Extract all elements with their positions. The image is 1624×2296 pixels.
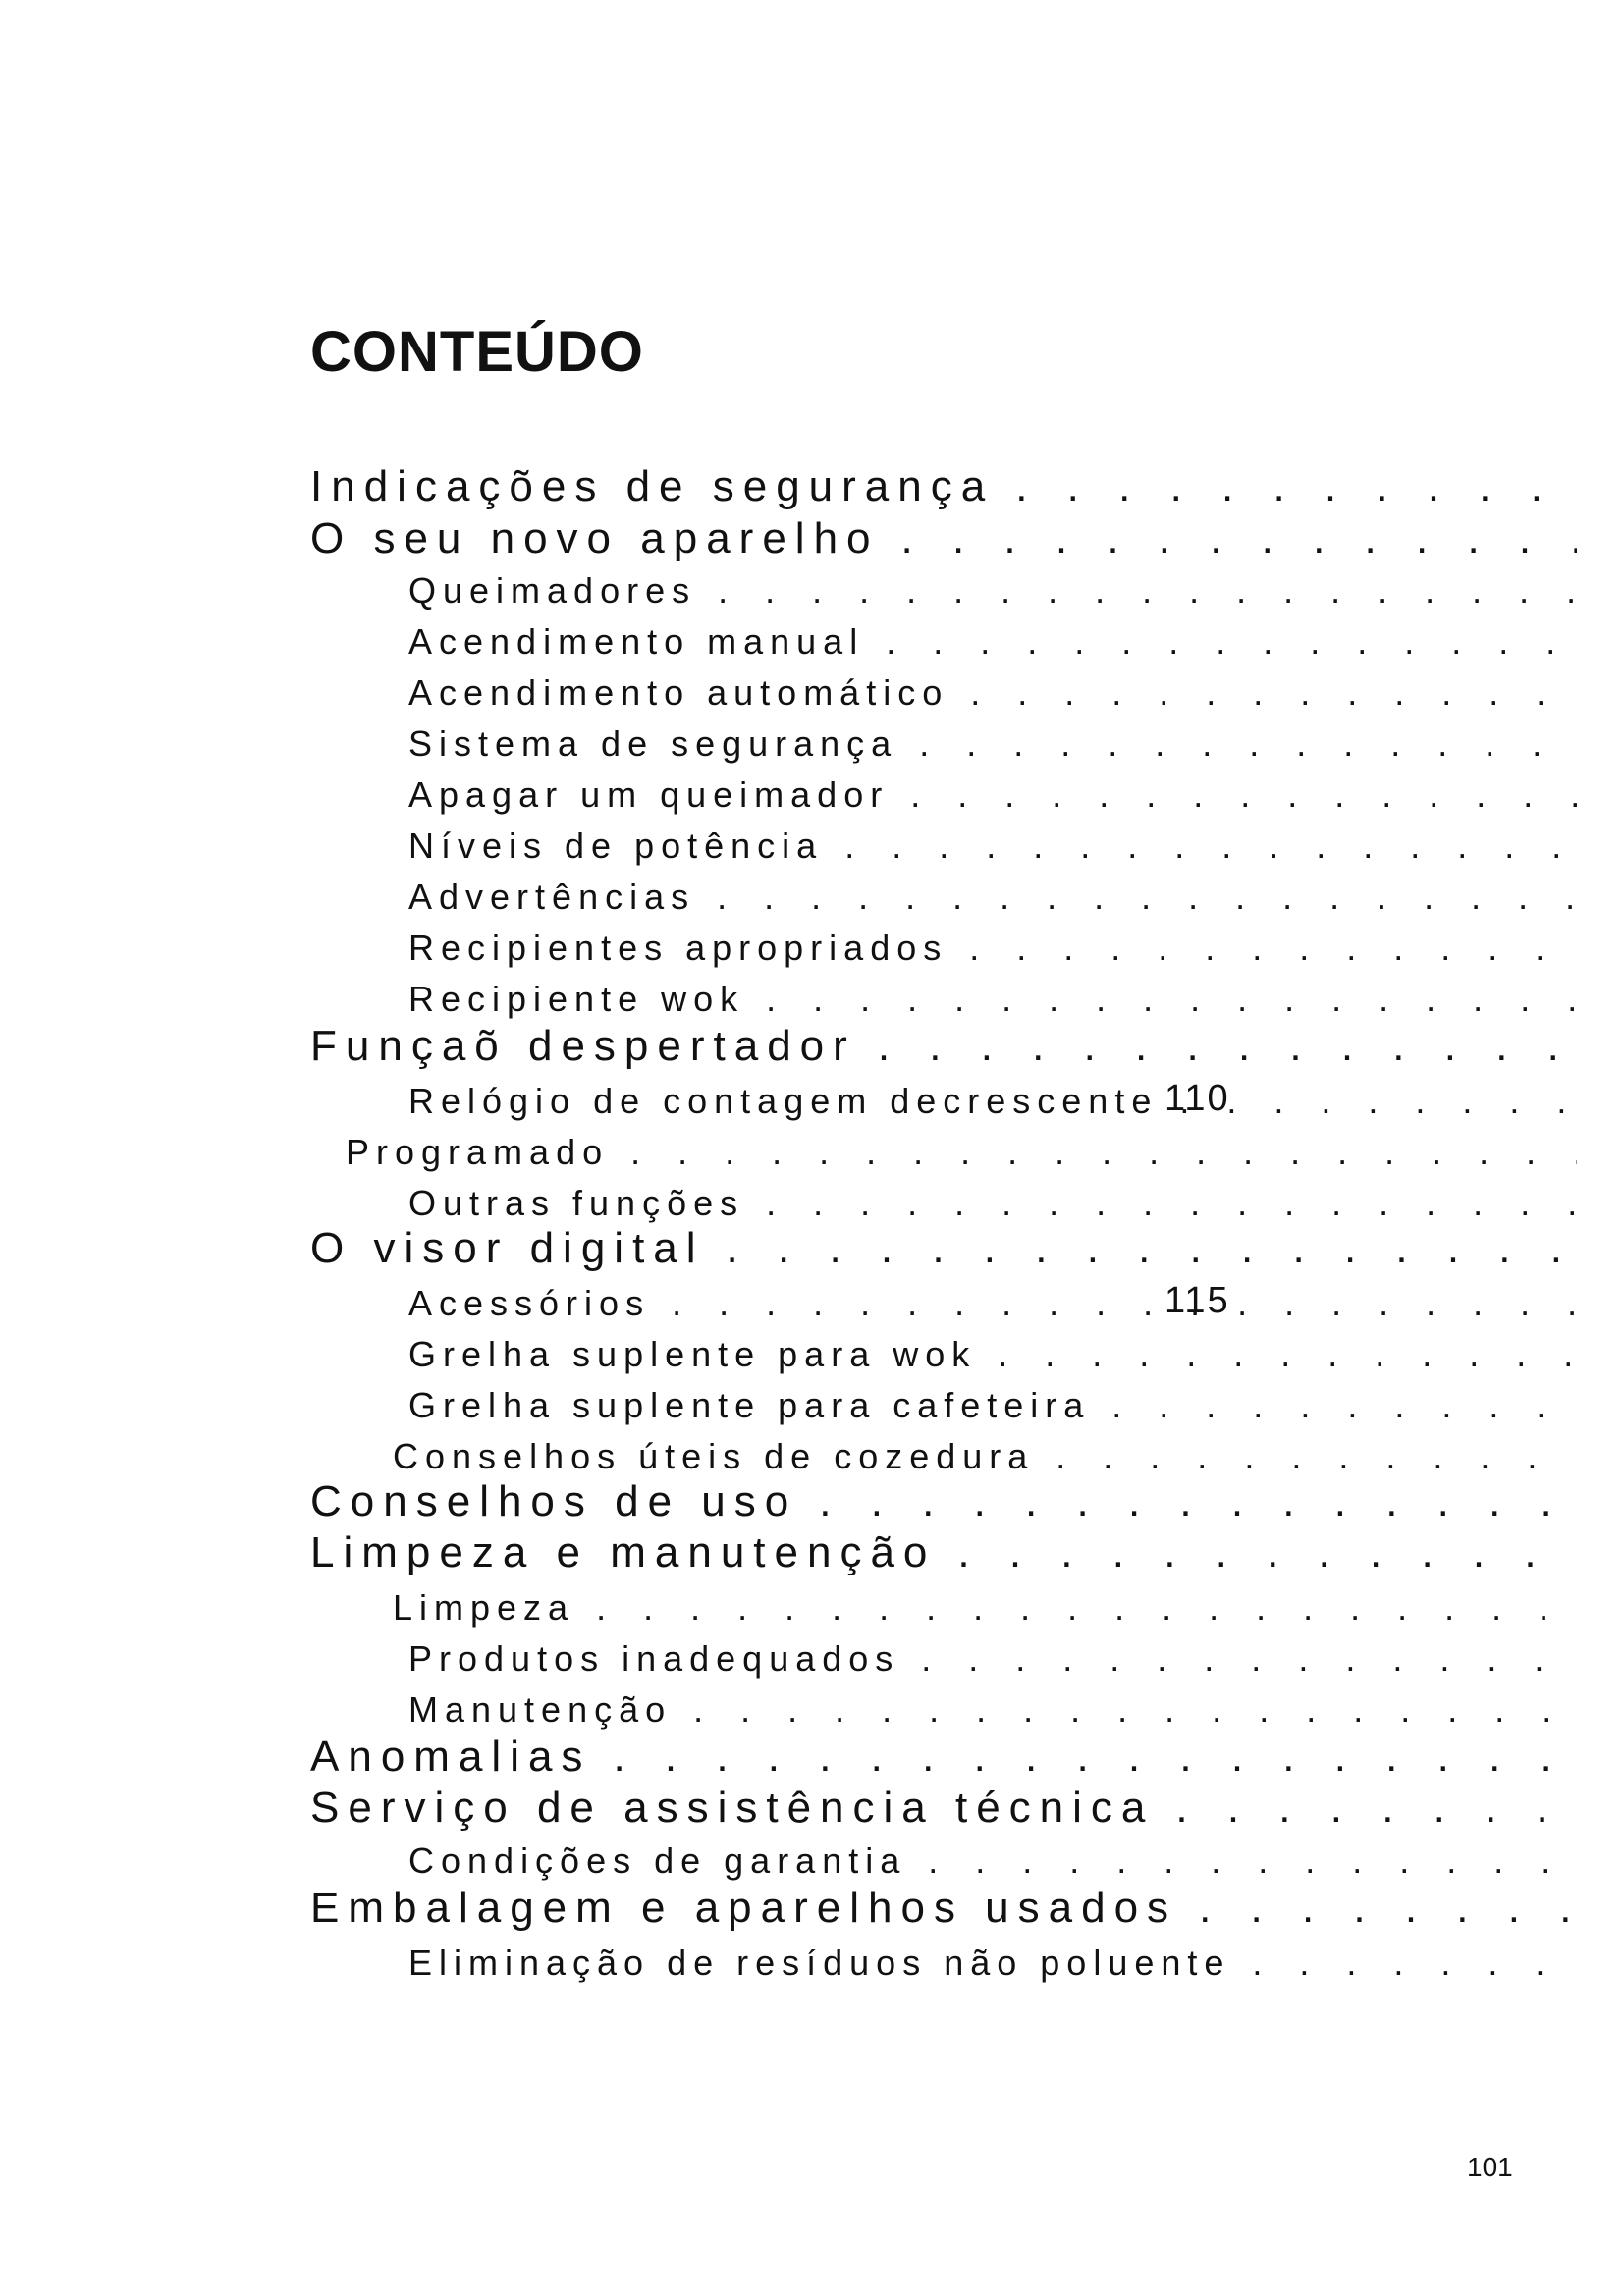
toc-entry-label: Indicações de segurança xyxy=(310,462,995,510)
toc-dot-leader xyxy=(969,927,1577,970)
toc-entry[interactable] xyxy=(408,569,1577,613)
toc-entry-label: Eliminação de resíduos não poluente xyxy=(408,1943,1231,1983)
toc-dot-leader xyxy=(718,569,1577,613)
toc-dot-leader xyxy=(596,1586,1577,1629)
toc-entry[interactable] xyxy=(310,1021,1577,1072)
toc-entry[interactable] xyxy=(408,620,1577,664)
toc-entry[interactable] xyxy=(408,774,1577,817)
toc-entry[interactable] xyxy=(408,1384,1577,1427)
toc-dot-leader xyxy=(970,671,1577,715)
toc-entry-label: Conselhos de uso xyxy=(310,1477,798,1525)
toc-entry-label: Conselhos úteis de cozedura xyxy=(393,1436,1035,1476)
page-number: 101 xyxy=(1467,2152,1513,2182)
toc-entry-label: Sistema de segurança xyxy=(408,723,898,764)
toc-dot-leader xyxy=(766,978,1577,1021)
toc-entry-label: Grelha suplente para cafeteira xyxy=(408,1385,1091,1425)
toc-entry-label: Serviço de assistência técnica xyxy=(310,1784,1155,1832)
toc-entry-label: Acendimento automático xyxy=(408,672,949,713)
toc-entry[interactable] xyxy=(310,1527,1577,1578)
toc-entry[interactable] xyxy=(408,1942,1577,1985)
toc-entry-label: Recipiente wok xyxy=(408,979,745,1019)
toc-dot-leader xyxy=(886,620,1577,664)
toc-entry-label: Grelha suplente para wok xyxy=(408,1334,977,1374)
toc-entry-label: Outras funções xyxy=(408,1183,745,1223)
toc-entry[interactable] xyxy=(310,1883,1577,1934)
toc-entry-label: Funçaõ despertador xyxy=(310,1022,856,1070)
toc-entry-label: Limpeza e manutenção xyxy=(310,1528,937,1576)
toc-dot-leader xyxy=(919,722,1577,766)
toc-entry[interactable] xyxy=(393,1435,1577,1478)
toc-entry[interactable] xyxy=(408,1282,1577,1325)
toc-entry[interactable] xyxy=(408,927,1577,970)
toc-entry-label: O seu novo aparelho xyxy=(310,514,880,562)
toc-entry-label: Limpeza xyxy=(393,1587,575,1628)
toc-dot-leader xyxy=(819,1476,1577,1527)
toc-dot-leader xyxy=(717,876,1577,919)
toc-dot-leader xyxy=(1175,1783,1577,1834)
toc-entry-label: Acendimento manual xyxy=(408,621,865,662)
toc-entry-label: Embalagem e aparelhos usados xyxy=(310,1884,1178,1932)
toc-dot-leader xyxy=(901,513,1577,564)
toc-entry-label: Recipientes apropriados xyxy=(408,928,948,968)
toc-entry-label: Relógio de contagem decrescente xyxy=(408,1081,1159,1121)
toc-dot-leader xyxy=(1015,461,1577,512)
toc-entry-label: Produtos inadequados xyxy=(408,1638,900,1679)
toc-entry[interactable] xyxy=(346,1131,1577,1174)
toc-dot-leader xyxy=(928,1840,1577,1883)
toc-entry[interactable] xyxy=(310,1732,1577,1783)
toc-page-number: 115 xyxy=(1164,1280,1230,1321)
toc-entry[interactable] xyxy=(408,1182,1577,1225)
toc-dot-leader xyxy=(1179,1080,1577,1123)
toc-entry[interactable] xyxy=(310,1783,1577,1834)
toc-entry-label: Apagar um queimador xyxy=(408,774,890,815)
toc-entry[interactable] xyxy=(408,825,1577,868)
toc-dot-leader xyxy=(1199,1883,1577,1934)
toc-dot-leader xyxy=(921,1637,1577,1681)
toc-dot-leader xyxy=(613,1732,1577,1783)
toc-entry-label: Queimadores xyxy=(408,570,697,611)
toc-entry[interactable] xyxy=(408,978,1577,1021)
toc-dot-leader xyxy=(766,1182,1577,1225)
toc-dot-leader xyxy=(998,1333,1577,1376)
toc-entry[interactable] xyxy=(408,722,1577,766)
toc-entry[interactable] xyxy=(310,513,1577,564)
toc-dot-leader xyxy=(727,1223,1577,1274)
toc-entry[interactable] xyxy=(408,876,1577,919)
toc-entry-label: Anomalias xyxy=(310,1733,592,1781)
toc-dot-leader xyxy=(630,1131,1577,1174)
toc-dot-leader xyxy=(693,1688,1577,1732)
toc-entry[interactable] xyxy=(408,1637,1577,1681)
page-title: CONTEÚDO xyxy=(310,320,644,384)
toc-entry[interactable] xyxy=(408,1840,1577,1883)
toc-dot-leader xyxy=(878,1021,1577,1072)
toc-entry[interactable] xyxy=(408,671,1577,715)
toc-entry-label: Condições de garantia xyxy=(408,1841,907,1881)
toc-dot-leader xyxy=(910,774,1577,817)
toc-dot-leader xyxy=(1111,1384,1577,1427)
toc-entry[interactable] xyxy=(408,1080,1577,1123)
toc-entry[interactable] xyxy=(310,1223,1577,1274)
toc-entry-label: Manutenção xyxy=(408,1689,673,1730)
toc-dot-leader xyxy=(957,1527,1577,1578)
toc-dot-leader xyxy=(672,1282,1577,1325)
toc-entry-label: Acessórios xyxy=(408,1283,651,1323)
toc-entry[interactable] xyxy=(393,1586,1577,1629)
toc-page-number: 110 xyxy=(1164,1078,1230,1119)
toc-dot-leader xyxy=(1056,1435,1577,1478)
toc-entry-label: Programado xyxy=(346,1132,610,1172)
toc-entry-label: O visor digital xyxy=(310,1224,705,1272)
toc-dot-leader xyxy=(844,825,1577,868)
toc-entry[interactable] xyxy=(408,1688,1577,1732)
toc-entry[interactable] xyxy=(310,461,1577,512)
toc-dot-leader xyxy=(1252,1942,1577,1985)
toc-entry-label: Níveis de potência xyxy=(408,826,824,866)
toc-entry[interactable] xyxy=(310,1476,1577,1527)
toc-entry[interactable] xyxy=(408,1333,1577,1376)
toc-entry-label: Advertências xyxy=(408,877,696,917)
